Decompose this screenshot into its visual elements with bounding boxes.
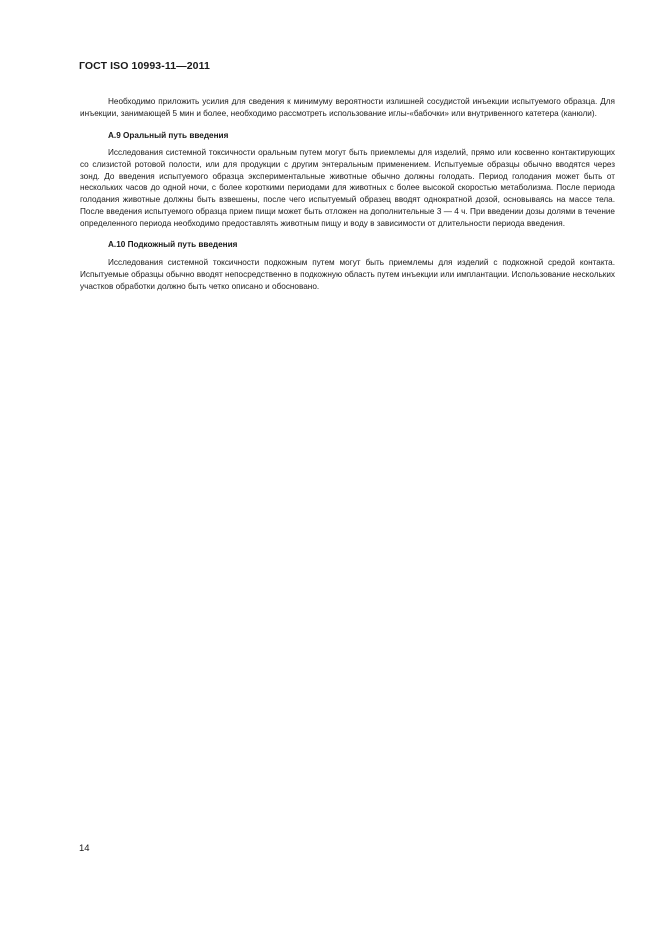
section-a10-heading: А.10 Подкожный путь введения — [108, 240, 238, 250]
document-body — [80, 96, 615, 293]
section-a10-paragraph: Исследования системной токсичности подкожным путем могут быть приемлемы для изделий с подкожной средой контакта. Испытуемые образцы обычно вводят непосредственно в подкожную область путем инъекции или имплантации. Использование нескольких участков обработки должно быть четко описано и обосновано. — [80, 257, 615, 291]
intro-paragraph: Необходимо приложить усилия для сведения к минимуму вероятности излишней сосудистой инъекции испытуемого образца. Для инъекции, занимающей 5 мин и более, необходимо рассмотреть использование иглы-«бабочки» или внутривенного катетера (канюли). — [80, 97, 615, 118]
page-number: 14 — [79, 843, 90, 854]
section-a9-heading: А.9 Оральный путь введения — [108, 130, 229, 140]
section-a9-paragraph: Исследования системной токсичности оральным путем могут быть приемлемы для изделий, прямо или косвенно контактирующих со слизистой ротовой полости, или для продукции с другим энтеральным применением. Испытуемые образцы обычно вводятся через зонд. До введения испытуемого образца экспериментальные животные обычно должны голодать. Период голодания может быть от нескольких часов до одной ночи, с более короткими периодами для животных с более высокой скоростью метаболизма. После периода голодания животные должны быть взвешены, после чего испытуемый образец вводят однократной дозой, основываясь на массе тела. После введения испытуемого образца прием пищи может быть отложен на дополнительные 3 — 4 ч. При введении дозы долями в течение определенного периода необходимо предоставлять животным пищу и воду в зависимости от длительности периода введения. — [80, 147, 615, 229]
document-header: ГОСТ ISO 10993-11—2011 — [79, 60, 210, 72]
